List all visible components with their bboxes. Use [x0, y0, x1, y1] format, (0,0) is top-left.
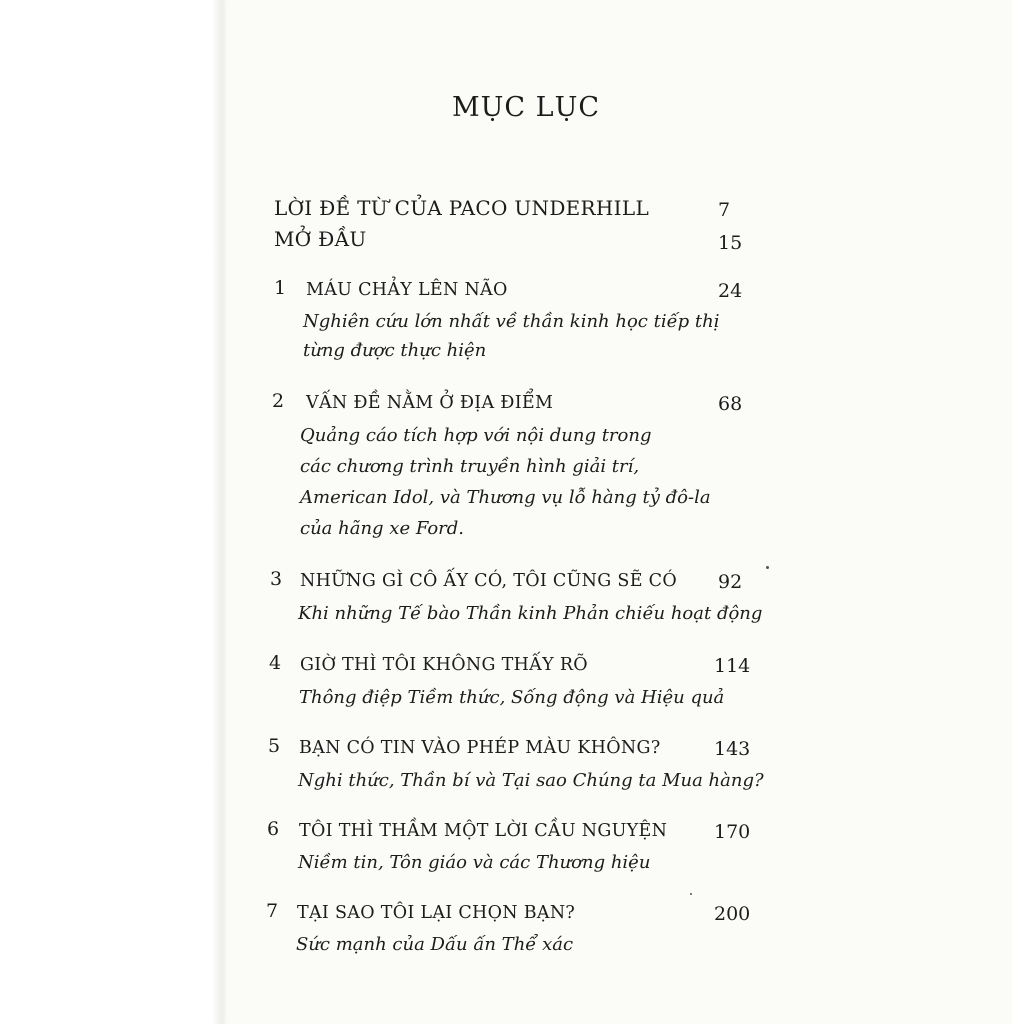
chapter-6-title: TÔI THÌ THẦM MỘT LỜI CẦU NGUYỆN: [299, 821, 668, 841]
front-matter-foreword-title: LỜI ĐỀ TỪ CỦA PACO UNDERHILL: [274, 196, 650, 220]
chapter-2-subtitle-line-3: American Idol, và Thương vụ lỗ hàng tỷ đô-la: [300, 487, 711, 508]
front-matter-intro-page: 15: [718, 232, 743, 254]
chapter-5-number: 5: [268, 735, 281, 757]
chapter-7-title: TẠI SAO TÔI LẠI CHỌN BẠN?: [297, 903, 576, 923]
chapter-4-page: 114: [714, 655, 751, 677]
chapter-5-subtitle-line-1: Nghi thức, Thần bí và Tại sao Chúng ta Mua hàng?: [298, 770, 764, 791]
chapter-6-subtitle-line-1: Niềm tin, Tôn giáo và các Thương hiệu: [298, 852, 651, 873]
chapter-4-title: GIỜ THÌ TÔI KHÔNG THẤY RÕ: [300, 655, 588, 675]
chapter-2-subtitle-line-4: của hãng xe Ford.: [300, 518, 465, 539]
chapter-7-subtitle-line-1: Sức mạnh của Dấu ấn Thể xác: [296, 934, 574, 955]
chapter-1-title: MÁU CHẢY LÊN NÃO: [306, 280, 508, 300]
chapter-1-subtitle-line-2: từng được thực hiện: [303, 340, 487, 361]
toc-title: MỤC LỤC: [452, 92, 600, 123]
chapter-7-number: 7: [266, 900, 279, 922]
chapter-3-page: 92: [718, 571, 743, 593]
front-matter-foreword-page: 7: [718, 199, 731, 221]
chapter-6-page: 170: [714, 821, 751, 843]
chapter-7-page: 200: [714, 903, 751, 925]
scan-speck: [766, 566, 769, 569]
scan-speck: [690, 893, 692, 895]
chapter-2-title: VẤN ĐỀ NẰM Ở ĐỊA ĐIỂM: [306, 393, 554, 413]
chapter-6-number: 6: [267, 818, 280, 840]
chapter-5-page: 143: [714, 738, 751, 760]
chapter-1-subtitle-line-1: Nghiên cứu lớn nhất về thần kinh học tiếp thị: [303, 311, 720, 332]
chapter-1-number: 1: [274, 277, 287, 299]
chapter-4-number: 4: [269, 652, 282, 674]
chapter-2-page: 68: [718, 393, 743, 415]
chapter-2-subtitle-line-2: các chương trình truyền hình giải trí,: [300, 456, 640, 477]
chapter-3-number: 3: [270, 568, 283, 590]
chapter-4-subtitle-line-1: Thông điệp Tiềm thức, Sống động và Hiệu quả: [299, 687, 725, 708]
chapter-2-number: 2: [272, 390, 285, 412]
chapter-3-title: NHỮNG GÌ CÔ ẤY CÓ, TÔI CŨNG SẼ CÓ: [300, 571, 677, 591]
chapter-2-subtitle-line-1: Quảng cáo tích hợp với nội dung trong: [300, 425, 652, 446]
front-matter-intro-title: MỞ ĐẦU: [274, 227, 367, 251]
chapter-1-page: 24: [718, 280, 743, 302]
chapter-3-subtitle-line-1: Khi những Tế bào Thần kinh Phản chiếu hoạt động: [298, 603, 763, 624]
chapter-5-title: BẠN CÓ TIN VÀO PHÉP MÀU KHÔNG?: [299, 738, 661, 758]
